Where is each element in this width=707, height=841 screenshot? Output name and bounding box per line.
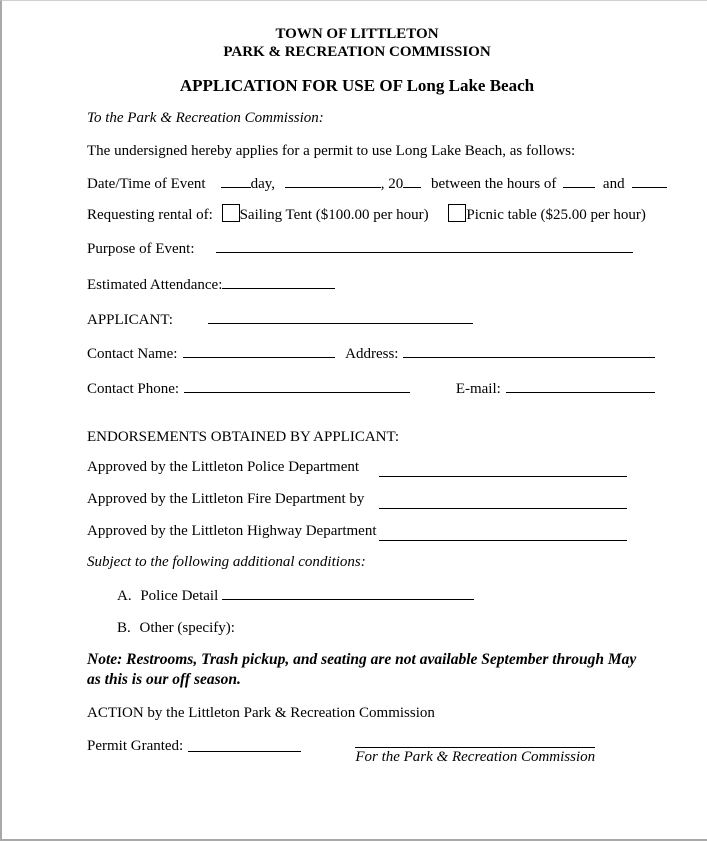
attendance-label: Estimated Attendance: [87, 277, 223, 293]
salutation: To the Park & Recreation Commission: [87, 110, 324, 126]
endorsement-highway-blank [379, 526, 627, 541]
address-blank [403, 343, 655, 358]
endorsement-fire-blank [379, 494, 627, 509]
permit-granted-blank [188, 737, 301, 752]
attendance-blank [222, 274, 335, 289]
police-detail-blank [222, 585, 474, 600]
condition-b-letter: B. [117, 620, 131, 636]
condition-a-letter: A. [117, 588, 132, 604]
email-blank [506, 378, 655, 393]
rental-row [87, 204, 646, 225]
purpose-row [87, 238, 627, 259]
condition-a-row [87, 585, 627, 606]
applicant-row [87, 309, 627, 330]
endorsement-police-blank [379, 462, 627, 477]
contact-phone-blank [184, 378, 410, 393]
org-name-line2: PARK & RECREATION COMMISSION [223, 44, 491, 60]
applicant-label: APPLICANT: [87, 312, 173, 328]
endorsement-highway-row [87, 522, 627, 541]
email-label: E-mail: [455, 381, 501, 397]
sailing-tent-option-label: Sailing Tent ($100.00 per hour) [239, 207, 429, 223]
sailing-tent-checkbox [222, 204, 240, 222]
rental-label: Requesting rental of: [87, 207, 213, 223]
day-of-week-blank [221, 173, 251, 188]
date-time-row [87, 173, 627, 194]
attendance-row [87, 274, 627, 295]
hours-start-blank [563, 173, 595, 188]
address-label: Address: [345, 346, 399, 362]
between-text: between the hours of [431, 176, 557, 192]
note-text: Note: Restrooms, Trash pickup, and seating are not available September through May as this is our off season. [87, 651, 637, 688]
contact-name-row [87, 343, 627, 364]
intro-line: The undersigned hereby applies for a permit to use Long Lake Beach, as follows: [87, 143, 576, 159]
hours-end-blank [632, 173, 667, 188]
applicant-blank [208, 309, 473, 324]
endorsement-police-row [87, 458, 627, 477]
purpose-label: Purpose of Event: [87, 241, 195, 257]
year-blank [403, 173, 421, 188]
org-name-line1: TOWN OF LITTLETON [275, 26, 439, 42]
date-blank [285, 173, 381, 188]
condition-b-row [87, 619, 627, 638]
permit-row [87, 737, 627, 766]
endorsement-highway-label: Approved by the Littleton Highway Department [87, 523, 377, 539]
condition-a-label: Police Detail [140, 588, 219, 604]
condition-b-label: Other (specify): [139, 620, 235, 636]
day-suffix: day, [250, 176, 276, 192]
contact-name-blank [183, 343, 335, 358]
date-time-label: Date/Time of Event [87, 176, 206, 192]
conditions-heading: Subject to the following additional conditions: [87, 554, 366, 570]
endorsement-police-label: Approved by the Littleton Police Department [87, 459, 360, 475]
year-prefix: , 20 [380, 176, 404, 192]
action-line: ACTION by the Littleton Park & Recreation Commission [87, 705, 435, 721]
endorsement-fire-row [87, 490, 627, 509]
signature-caption: For the Park & Recreation Commission [355, 749, 596, 765]
permit-granted-label: Permit Granted: [87, 738, 184, 754]
contact-phone-label: Contact Phone: [87, 381, 180, 397]
endorsement-fire-label: Approved by the Littleton Fire Department by [87, 491, 365, 507]
form-title: APPLICATION FOR USE OF Long Lake Beach [179, 76, 535, 95]
picnic-table-option-label: Picnic table ($25.00 per hour) [466, 207, 646, 223]
picnic-table-checkbox [448, 204, 466, 222]
and-text: and [602, 176, 625, 192]
contact-name-label: Contact Name: [87, 346, 178, 362]
contact-phone-row [87, 378, 627, 399]
signature-block [355, 747, 595, 766]
purpose-blank [216, 238, 633, 253]
endorsements-heading: ENDORSEMENTS OBTAINED BY APPLICANT: [87, 429, 400, 445]
